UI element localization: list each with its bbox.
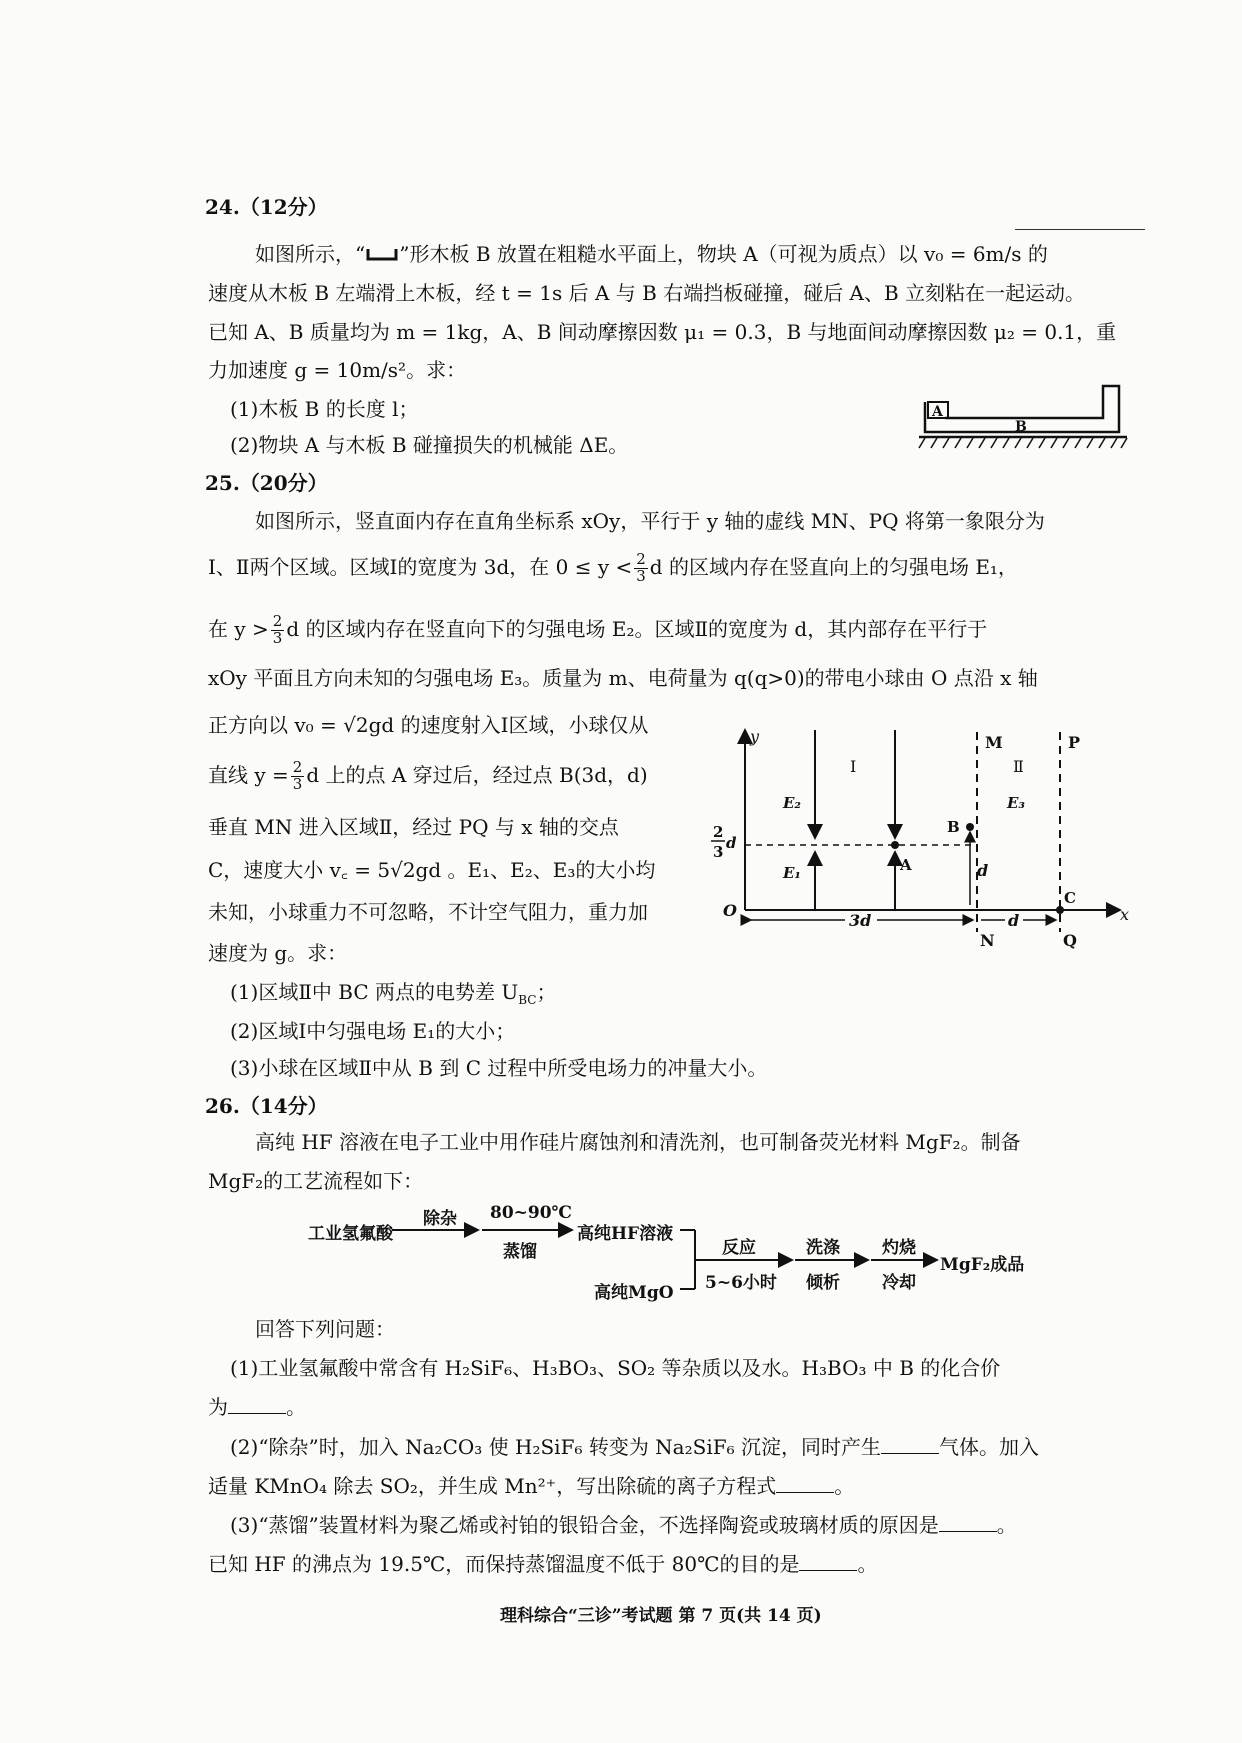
svg-text:2: 2 <box>713 823 724 841</box>
svg-text:3: 3 <box>713 843 724 861</box>
q25-sub-1-subscript: BC <box>518 993 537 1007</box>
q25-line-2b: d 的区域内存在竖直向上的匀强电场 E₁， <box>649 554 1018 579</box>
q25-sub-1-text: (1)区域Ⅱ中 BC 两点的电势差 U <box>230 980 519 1004</box>
q24-line-2: 速度从木板 B 左端滑上木板，经 t = 1s 后 A 与 B 右端挡板碰撞，碰后 A、B 立刻粘在一起运动。 <box>208 281 1086 305</box>
flow-hf: 高纯HF溶液 <box>577 1224 674 1244</box>
q25-line-6a: 直线 y = <box>208 762 289 787</box>
q26-sub-3b <box>208 1553 877 1575</box>
answer-blank <box>799 1554 857 1571</box>
q25-sub-1-end: ； <box>536 980 557 1004</box>
q24-header: 24.（12分） <box>205 195 328 219</box>
q26-sub-3a-end: 。 <box>996 1513 1017 1537</box>
answer-blank <box>776 1476 834 1493</box>
point-c-label: C <box>1064 889 1076 907</box>
q24-sub-1: (1)木板 B 的长度 l； <box>230 397 419 421</box>
q25-line-6b: d 上的点 A 穿过后，经过点 B(3d，d) <box>306 762 648 787</box>
e3-label: E₃ <box>1007 794 1026 812</box>
width-3d-label: 3d <box>849 911 872 930</box>
answer-blank <box>881 1437 939 1454</box>
label-n: N <box>980 931 995 950</box>
q25-line-5: 正方向以 v₀ = √2gd 的速度射入Ⅰ区域，小球仅从 <box>208 713 649 737</box>
frac-den: 3 <box>292 774 303 793</box>
block-a-label: A <box>932 404 943 420</box>
q25-line-9: 未知，小球重力不可忽略，不计空气阻力，重力加 <box>208 900 648 924</box>
q26-sub-1a: (1)工业氢氟酸中常含有 H₂SiF₆、H₃BO₃、SO₂ 等杂质以及水。H₃BO₃ 中 B 的化合价 <box>230 1356 1001 1380</box>
q26-header: 26.（14分） <box>205 1094 328 1118</box>
point-a-label: A <box>900 856 912 874</box>
flow-step-time: 5~6小时 <box>705 1273 777 1293</box>
frac-den: 3 <box>272 628 283 647</box>
q26-sub-3b-text: 已知 HF 的沸点为 19.5℃，而保持蒸馏温度不低于 80℃的目的是 <box>208 1552 800 1576</box>
q26-sub-3a <box>230 1514 1017 1536</box>
flow-step-lengque: 冷却 <box>882 1273 916 1293</box>
q26-sub-1b-text: 为 <box>208 1395 228 1419</box>
flow-step-xidi: 洗涤 <box>806 1238 840 1258</box>
flow-step-zhengliu: 蒸馏 <box>503 1242 537 1262</box>
origin-label: O <box>723 901 737 920</box>
board-b-label: B <box>1015 419 1027 435</box>
q26-line-2: MgF₂的工艺流程如下： <box>208 1169 424 1193</box>
q25-line-1: 如图所示，竖直面内存在直角坐标系 xOy，平行于 y 轴的虚线 MN、PQ 将第一象限分为 <box>255 509 1045 533</box>
label-q: Q <box>1063 931 1077 950</box>
x-axis-label: x <box>1120 905 1130 924</box>
q25-sub-2: (2)区域Ⅰ中匀强电场 E₁的大小； <box>230 1019 516 1043</box>
q26-sub-3b-end: 。 <box>857 1552 878 1576</box>
flow-step-zhuoshao: 灼烧 <box>882 1238 916 1258</box>
frac-den: 3 <box>636 566 646 585</box>
flow-start: 工业氢氟酸 <box>308 1224 393 1244</box>
q25-line-7: 垂直 MN 进入区域Ⅱ，经过 PQ 与 x 轴的交点 <box>208 815 619 839</box>
q26-sub-3a-text: (3)“蒸馏”装置材料为聚乙烯或衬铂的银铅合金，不选择陶瓷或玻璃材质的原因是 <box>230 1513 939 1537</box>
q26-sub-2b-end: 。 <box>834 1474 855 1498</box>
q25-sub-3: (3)小球在区域Ⅱ中从 B 到 C 过程中所受电场力的冲量大小。 <box>230 1056 768 1080</box>
q25-line-3b: d 的区域内存在竖直向下的匀强电场 E₂。区域Ⅱ的宽度为 d，其内部存在平行于 <box>286 616 988 641</box>
flow-step-fanying: 反应 <box>722 1238 756 1258</box>
q26-sub-2a-end: 气体。加入 <box>938 1435 1039 1459</box>
e2-label: E₂ <box>783 794 802 812</box>
y-axis-label: y <box>750 727 760 746</box>
flow-step-qingxi: 倾析 <box>806 1273 840 1293</box>
frac-num: 2 <box>292 758 303 776</box>
e1-label: E₁ <box>783 864 802 882</box>
b-height-label: d <box>977 861 989 880</box>
q25-line-8: C，速度大小 v꜀ = 5√2gd 。E₁、E₂、E₃的大小均 <box>208 858 656 882</box>
frac-num: 2 <box>272 612 283 630</box>
q24-line-3: 已知 A、B 质量均为 m = 1kg，A、B 间动摩擦因数 μ₁ = 0.3，B 与地面间动摩擦因数 μ₂ = 0.1，重 <box>208 320 1117 344</box>
q26-sub-2a <box>230 1436 1039 1458</box>
q26-sub-2b-text: 适量 KMnO₄ 除去 SO₂，并生成 Mn²⁺，写出除硫的离子方程式 <box>208 1474 777 1498</box>
q26-sub-2a-text: (2)“除杂”时，加入 Na₂CO₃ 使 H₂SiF₆ 转变为 Na₂SiF₆ 沉淀，同时产生 <box>230 1435 881 1459</box>
q24-line-4: 力加速度 g = 10m/s²。求： <box>208 358 467 382</box>
q26-intro: 回答下列问题： <box>255 1317 395 1341</box>
label-p: P <box>1068 733 1081 752</box>
answer-blank <box>939 1515 997 1532</box>
frac-num: 2 <box>636 550 646 568</box>
answer-blank <box>228 1397 286 1414</box>
q25-header: 25.（20分） <box>205 471 328 495</box>
label-m: M <box>985 733 1003 752</box>
q25-line-3a: 在 y > <box>208 616 269 641</box>
q25-line-2a: Ⅰ、Ⅱ两个区域。区域Ⅰ的宽度为 3d，在 0 ≤ y < <box>208 554 633 579</box>
q26-sub-1b <box>208 1396 306 1418</box>
width-d-label: d <box>1008 911 1020 930</box>
q26-sub-1b-end: 。 <box>286 1395 306 1419</box>
flow-step-chuza: 除杂 <box>423 1209 457 1229</box>
point-b-label: B <box>947 818 960 836</box>
q25-line-10: 速度为 g。求： <box>208 941 348 965</box>
region-2-label: Ⅱ <box>1013 757 1024 776</box>
q26-line-1: 高纯 HF 溶液在电子工业中用作硅片腐蚀剂和清洗剂，也可制备荧光材料 MgF₂。制备 <box>255 1130 1021 1154</box>
flow-step-temp: 80~90℃ <box>490 1203 572 1223</box>
page-footer: 理科综合“三诊”考试题 第 7 页(共 14 页) <box>500 1606 822 1626</box>
q24-line-1b: ”形木板 B 放置在粗糙水平面上，物块 A（可视为质点）以 v₀ = 6m/s 的 <box>399 242 1048 266</box>
flow-mgo: 高纯MgO <box>594 1283 674 1303</box>
q26-sub-2b <box>208 1475 854 1497</box>
q24-line-1a: 如图所示，“ <box>255 242 366 266</box>
q24-sub-2: (2)物块 A 与木板 B 碰撞损失的机械能 ΔE。 <box>230 433 629 457</box>
q25-line-4: xOy 平面且方向未知的匀强电场 E₃。质量为 m、电荷量为 q(q>0)的带电小球由 O 点沿 x 轴 <box>208 666 1038 690</box>
flow-product: MgF₂成品 <box>940 1255 1025 1275</box>
svg-text:d: d <box>726 834 737 852</box>
region-1-label: Ⅰ <box>850 757 857 776</box>
